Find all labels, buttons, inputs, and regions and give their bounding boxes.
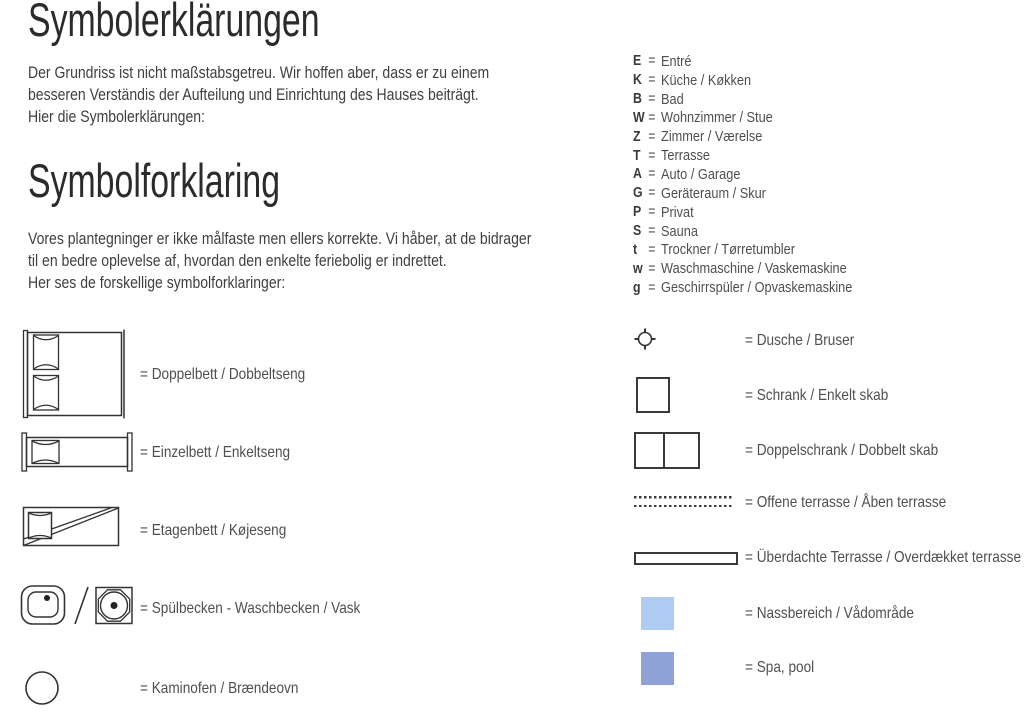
letter-code-row (633, 240, 852, 259)
letter-code: w (633, 260, 643, 277)
legend-label: = Dusche / Bruser (745, 332, 855, 349)
equals-sign: = (648, 72, 656, 89)
intro-danish (28, 228, 620, 294)
legend-label: = Schrank / Enkelt skab (745, 387, 889, 404)
intro-danish-line: Vores plantegninger er ikke målfaste men ellers korrekte. Vi håber, at de bidrager (28, 230, 532, 248)
covered-terrace-icon (634, 552, 738, 565)
wood-stove-icon (24, 670, 60, 706)
letter-code: S (633, 223, 642, 240)
letter-code-row (633, 90, 852, 109)
letter-code: P (633, 204, 642, 221)
letter-code-row (633, 127, 852, 146)
legend-label: = Nassbereich / Vådområde (745, 605, 914, 622)
letter-meaning: Waschmaschine / Vaskemaskine (661, 260, 847, 278)
letter-code-row (633, 184, 852, 203)
letter-meaning: Terrasse (661, 147, 710, 165)
letter-code-row (633, 278, 852, 297)
page-title-german: Symbolerklärungen (28, 0, 320, 46)
letter-code-row (633, 259, 852, 278)
letter-code-row (633, 146, 852, 165)
letter-code: A (633, 166, 642, 183)
letter-meaning: Trockner / Tørretumbler (661, 241, 795, 259)
letter-meaning: Bad (661, 90, 684, 108)
letter-codes-list (633, 52, 891, 297)
cabinet-divider (663, 434, 665, 467)
single-cabinet-icon (636, 377, 670, 413)
equals-sign: = (648, 53, 656, 70)
letter-code: T (633, 147, 641, 164)
legend-label: = Doppelbett / Dobbeltseng (140, 366, 306, 383)
intro-danish-line: Her ses de forskellige symbolforklaringer: (28, 274, 286, 292)
equals-sign: = (648, 166, 656, 183)
letter-meaning: Sauna (661, 222, 698, 240)
double-bed-icon (22, 329, 128, 419)
legend-label: = Einzelbett / Enkeltseng (140, 444, 291, 461)
page-title-danish: Symbolforklaring (28, 154, 281, 207)
letter-meaning: Wohnzimmer / Stue (661, 109, 773, 127)
letter-code: t (633, 241, 638, 258)
letter-code-row (633, 71, 852, 90)
letter-meaning: Entré (661, 52, 692, 70)
equals-sign: = (648, 204, 656, 221)
letter-code-row (633, 52, 852, 71)
letter-code-row (633, 109, 852, 128)
equals-sign: = (648, 223, 656, 240)
legend-label: = Etagenbett / Køjeseng (140, 522, 287, 539)
single-bed-icon (21, 432, 133, 472)
letter-code: K (633, 72, 642, 89)
equals-sign: = (648, 147, 656, 164)
letter-meaning: Küche / Køkken (661, 71, 752, 89)
legend-label: = Offene terrasse / Åben terrasse (745, 494, 947, 511)
equals-sign: = (648, 185, 656, 202)
letter-meaning: Zimmer / Værelse (661, 128, 763, 146)
letter-meaning: Geräteraum / Skur (661, 184, 766, 202)
legend-label: = Überdachte Terrasse / Overdækket terrasse (745, 549, 1022, 566)
letter-code: G (633, 185, 643, 202)
letter-code-row (633, 203, 852, 222)
letter-meaning: Geschirrspüler / Opvaskemaskine (661, 279, 853, 297)
spa-pool-icon (641, 652, 674, 685)
legend-label: = Doppelschrank / Dobbelt skab (745, 442, 939, 459)
legend-label: = Spa, pool (745, 659, 815, 676)
letter-code: E (633, 53, 642, 70)
letter-code: Z (633, 128, 641, 145)
letter-code: W (633, 109, 645, 126)
intro-danish-line: til en bedre oplevelse af, hvordan den enkelte feriebolig er indrettet. (28, 252, 447, 270)
letter-code: g (633, 279, 641, 296)
intro-german-line: Der Grundriss ist nicht maßstabsgetreu. Wir hoffen aber, dass er zu einem (28, 64, 490, 82)
wet-area-icon (641, 597, 674, 630)
equals-sign: = (648, 91, 656, 108)
letter-meaning: Privat (661, 203, 694, 221)
intro-german-line: Hier die Symbolerklärungen: (28, 108, 205, 126)
equals-sign: = (648, 279, 656, 296)
equals-sign: = (648, 260, 656, 277)
open-terrace-icon (634, 496, 733, 507)
legend-label: = Spülbecken - Waschbecken / Vask (140, 600, 361, 617)
letter-meaning: Auto / Garage (661, 165, 741, 183)
intro-german (28, 62, 571, 128)
double-cabinet-icon (634, 432, 700, 469)
bunk-bed-icon (22, 505, 122, 549)
equals-sign: = (648, 241, 656, 258)
letter-code-row (633, 165, 852, 184)
slash-separator (75, 587, 88, 624)
legend-label: = Kaminofen / Brændeovn (140, 680, 299, 697)
letter-code-row (633, 222, 852, 241)
equals-sign: = (648, 128, 656, 145)
intro-german-line: besseren Verständis der Aufteilung und Einrichtung des Hauses beiträgt. (28, 86, 479, 104)
shower-icon (632, 326, 658, 352)
equals-sign: = (648, 109, 656, 126)
sink-icon (20, 583, 138, 629)
letter-code: B (633, 91, 642, 108)
